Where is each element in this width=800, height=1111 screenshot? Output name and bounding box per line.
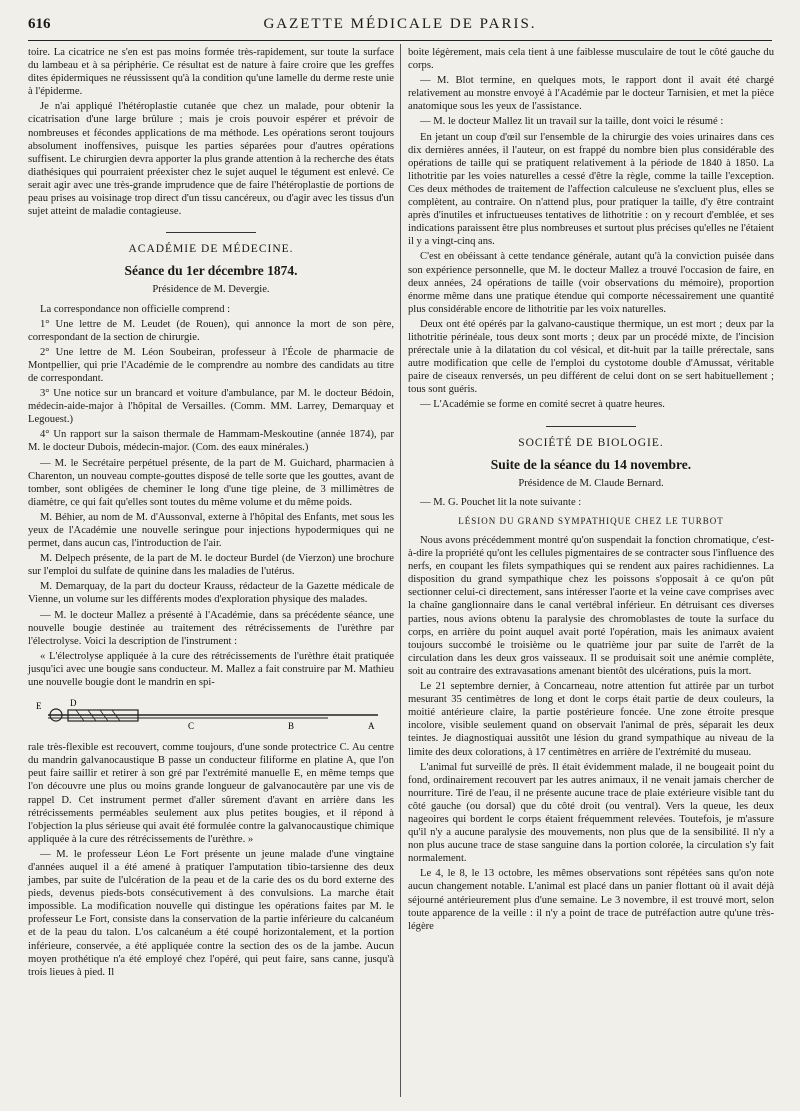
paragraph: En jetant un coup d'œil sur l'ensemble de la chirurgie des voies urinaires dans ces dix dernières années, il l'auteur, on est frappé du nombre bien plus considérable des opérations de taille qui se pratiquent relativement à la période de 1840 à 1850. La lithotritie par les voies naturelles a cessé d'être la règle, comme la taille l'exception. Ces deux méthodes de traitement de l'affection calculeuse ne s'excluent plus, elles se complètent, au contraire. On n'attend plus, pour pratiquer la taille, d'y être contraint après d'inutiles et infructueuses tentatives de lithotritie : on y recourt d'emblée, et ses indications paraissent être plus nombreuses et surtout plus précises qu'elles ne l'étaient il y a vingt-cinq ans.	[408, 131, 774, 248]
paragraph: — M. le docteur Mallez lit un travail sur la taille, dont voici le résumé :	[420, 116, 724, 128]
paragraph: 3° Une notice sur un brancard et voiture d'ambulance, par M. le docteur Bédoin, médecin-aide-major à l'hôpital de Versailles. (Comm. MM. Larrey, Demarquay et Legouest.)	[28, 388, 394, 426]
paragraph: 4° Un rapport sur la saison thermale de Hammam-Meskoutine (année 1874), par M. le docteur Dubois, médecin-major. (Com. des eaux minérales.)	[28, 429, 394, 454]
paragraph: M. Demarquay, de la part du docteur Krauss, rédacteur de la Gazette médicale de Vienne, un volume sur les différents modes d'exploration physique des malades.	[28, 581, 394, 606]
presidence: Présidence de M. Claude Bernard.	[518, 477, 664, 489]
instrument-figure	[28, 693, 394, 733]
paragraph: La correspondance non officielle comprend :	[40, 303, 231, 315]
paragraph: L'animal fut surveillé de près. Il était évidemment malade, il ne bougeait point du fond, ordinairement recouvert par les autres animaux, il ne venait jamais chercher de nourriture. Tiré de l'eau, il ne présente aucune trace de plaie extérieure visible tant du côté gauche (ou dorsal) que du côté droit (ou ventral). Vers la queue, les deux nageoires qui bordent le corps étaient fréquemment relevées. Toutefois, je m'assure qu'il n'y a aucune paralysie des mouvements, non plus que de la sensibilité. Il n'y a non plus aucune trace de stase sanguine dans la portion colorée, la circulation s'y fait normalement.	[408, 761, 774, 865]
paragraph: — M. Blot termine, en quelques mots, le rapport dont il avait été chargé relativement au monstre envoyé à l'Académie par le docteur Tarnisien, et met la pièce anatomique sous les yeux de l'assistance.	[408, 75, 774, 113]
section-title: SOCIÉTÉ DE BIOLOGIE.	[518, 436, 664, 449]
paragraph: « L'électrolyse appliquée à la cure des rétrécissements de l'urèthre était pratiquée jusqu'ici avec une bougie sans conducteur. M. Mallez a fait construire par M. Mathieu une nouvelle bougie dont le mandrin en spi-	[28, 650, 394, 689]
paragraph: 2° Une lettre de M. Léon Soubeiran, professeur à l'École de pharmacie de Montpellier, qui prie l'Académie de le comprendre au nombre des candidats au titre de correspondant.	[28, 346, 394, 384]
paragraph: Je n'ai appliqué l'hétéroplastie cutanée que chez un malade, pour obtenir la cicatrisation d'une large brûlure ; mais je crois pouvoir espérer et prévoir de nombreuses et fécondes applications de ma méthode. Les opérations seront toujours absolument inoffensives, puisque les parties séparées pour d'autres opérations suffisent. Le chirurgien devra apporter la plus grande attention à la recherche des états diathésiques qui pourraient préexister chez le sujet auquel le tégument est enlevé. Ce serait agir avec une très-grande imprudence que de faire l'hétéroplastie de portions de peau prises au voisinage trop direct d'un tissu cancéreux, ou d'agir avec les tissus d'un sujet atteint de maladie contagieuse.	[28, 101, 394, 218]
figure-label: B	[288, 721, 295, 732]
paragraph: Deux ont été opérés par la galvano-caustique thermique, un est mort ; deux par la lithotritie périnéale, tous deux sont morts ; deux par un procédé mixte, de l'incision prérectale unie à la dilatation du col vésical, et dit-huit par la taille prérectale, sans autre modification que celle de l'emploi du cystotome double d'Amussat, véritable paire de ciseaux renversés, un peu différent de celui dont on se sert habituellement ; tous sont guéris.	[408, 318, 774, 396]
figure-label: A	[368, 721, 375, 732]
paragraph: — M. G. Pouchet lit la note suivante :	[420, 496, 582, 508]
paragraph: boite légèrement, mais cela tient à une faiblesse musculaire de tout le côté gauche du corps.	[408, 47, 774, 72]
paragraph: C'est en obéissant à cette tendance générale, autant qu'à la conviction puisée dans son expérience personnelle, que M. le docteur Mallez a trouvé l'occasion de faire, en deux années, 24 opérations de taille (voir observations du mémoire), proportion énorme même dans une pratique étendue qui comporte nécessairement une quantité plus considérable encore de lithotritie par les voix naturelles.	[408, 251, 774, 315]
paragraph: Le 4, le 8, le 13 octobre, les mêmes observations sont répétées sans qu'on note aucun changement notable. L'animal est placé dans un panier flottant où il avait déjà séjourné antérieurement plus d'une semaine. Le 3 novembre, il est trouvé mort, selon toute apparence de la veille : il n'y a point de trace de putréfaction autre qu'une très-légère	[408, 868, 774, 932]
session-title: Séance du 1er décembre 1874.	[124, 263, 298, 279]
figure-label: E	[36, 701, 42, 712]
paragraph: — L'Académie se forme en comité secret à quatre heures.	[420, 399, 665, 411]
paragraph: 1° Une lettre de M. Leudet (de Rouen), qui annonce la mort de son père, correspondant de la section de chirurgie.	[28, 318, 394, 343]
paragraph: toire. La cicatrice ne s'en est pas moins formée très-rapidement, sur toute la surface du lambeau et à sa périphérie. Ce résultat est de nature à faire croire que les greffes dites épidermiques ne réussissent qu'à la condition qu'une lamelle du derme reste unie à l'épiderme.	[28, 47, 394, 98]
bougie-illustration	[28, 693, 394, 733]
figure-label: D	[70, 698, 77, 709]
presidence: Présidence de M. Devergie.	[152, 284, 270, 296]
section-title: ACADÉMIE DE MÉDECINE.	[128, 243, 294, 256]
paragraph: Le 21 septembre dernier, à Concarneau, notre attention fut attirée par un turbot mesurant 35 centimètres de long et dont le corps était partie de deux couleurs, la moitié antérieure claire, la partie postérieure foncée. Une zone étroite presque incolore, visible seulement quand on observait l'animal de près, séparait les deux teintes. Je diagnostiquai aussitôt une lésion du grand sympathique au niveau de la limite des deux colorations, à 17 centimètres en arrière de l'extrémité du museau.	[408, 681, 774, 758]
running-title: GAZETTE MÉDICALE DE PARIS.	[263, 16, 537, 32]
paragraph: rale très-flexible est recouvert, comme toujours, d'une sonde protectrice C. Au centre du mandrin galvanocaustique B passe un conducteur filiforme en platine A, que l'on peut faire saillir et retirer à son gré par l'extrémité manuelle E, en même temps que l'on découvre une plus ou moins grande longueur de galvanocautère par une vis de rappel D. Cet instrument permet d'aller sûrement d'avant en arrière dans les rétrécissements perméables seulement aux plus petites bougies, et il répond à l'objection la plus sérieuse qui avait été formulée contre la galvanocaustique chimique appliquée à la cure des rétrécissements de l'urèthre. »	[28, 742, 394, 845]
paragraph: Nous avons précédemment montré qu'on suspendait la fonction chromatique, c'est-à-dire la propriété qu'ont les cellules pigmentaires de se contracter sous l'influence des nerfs, en coupant les filets sympathiques qui se rendent aux paires rachidiennes. La disposition du grand sympathique chez les poissons s'opposait à ce qu'on pût sectionner celui-ci directement, sans intéresser l'aorte et la veine cave comprises avec la chaîne ganglionnaire dans le canal vertébral inférieur. En détruisant ces diverses parties, nous avions obtenu la paralysie des chromoblastes de toute la surface du corps, en arrière du point auquel avait porté l'opération, mais les animaux avaient toujours succombé le troisième ou le quatrième jour par suite de l'arrêt de la circulation dans les deux gros vaisseaux. Il se produisait soit une anémie complète, soit au contraire des extravasations amenant bientôt des ulcérations, puis la mort.	[408, 535, 774, 677]
paragraph: — M. le professeur Léon Le Fort présente un jeune malade d'une vingtaine d'années auquel il a été amené à pratiquer l'amputation tibio-tarsienne des deux jambes, par suite de l'ulcération de la peau et de la carie des os du bord externe des pieds, devenus pieds-bots consécutivement à des convulsions. La marche était impossible. La modification nouvelle qui distingue les opérations faites par M. le professeur Le Fort, consiste dans la conservation de la partie inférieure du calcanéum et de la peau du talon. L'os calcanéum a été coupé horizontalement, et la portion inférieure, conservée, a été appliquée contre la section des os de la jambe. Aucun moyen prothétique n'a été employé chez l'opéré, qui peut faire, sans canne, jusqu'à trois lieues à pied. Il	[28, 848, 394, 978]
figure-label: C	[188, 721, 195, 732]
paragraph: — M. le docteur Mallez a présenté à l'Académie, dans sa précédente séance, une nouvelle bougie destinée au traitement des rétrécissements de l'urèthre par l'électrolyse. Voici la description de l'instrument :	[28, 609, 394, 647]
page-header	[28, 16, 772, 38]
header-rule	[28, 40, 772, 41]
paragraph: M. Béhier, au nom de M. d'Aussonval, externe à l'hôpital des Enfants, met sous les yeux de l'Académie une nouvelle seringue pour injections hypodermiques qui ne permet, dans aucun cas, l'introduction de l'air.	[28, 511, 394, 550]
paragraph: — M. le Secrétaire perpétuel présente, de la part de M. Guichard, pharmacien à Charenton, un nouveau compte-gouttes disposé de telle sorte que les gouttes, avant de tomber, sont obligées de cheminer le long d'une tige pleine, de 3 millimètres de diamètre, ce qui fait qu'elles sont toutes du même volume et du même poids.	[28, 457, 394, 508]
section-rule	[546, 426, 636, 427]
left-column	[28, 46, 394, 981]
note-title: LÉSION DU GRAND SYMPATHIQUE CHEZ LE TURBOT	[458, 515, 724, 526]
section-rule	[166, 232, 256, 233]
session-title: Suite de la séance du 14 novembre.	[490, 456, 692, 472]
column-divider	[400, 44, 401, 1097]
right-column	[408, 46, 774, 935]
page-number: 616	[28, 16, 51, 32]
paragraph: M. Delpech présente, de la part de M. le docteur Burdel (de Vierzon) une brochure sur l'emploi du sulfate de quinine dans les maladies de l'utérus.	[28, 553, 394, 578]
